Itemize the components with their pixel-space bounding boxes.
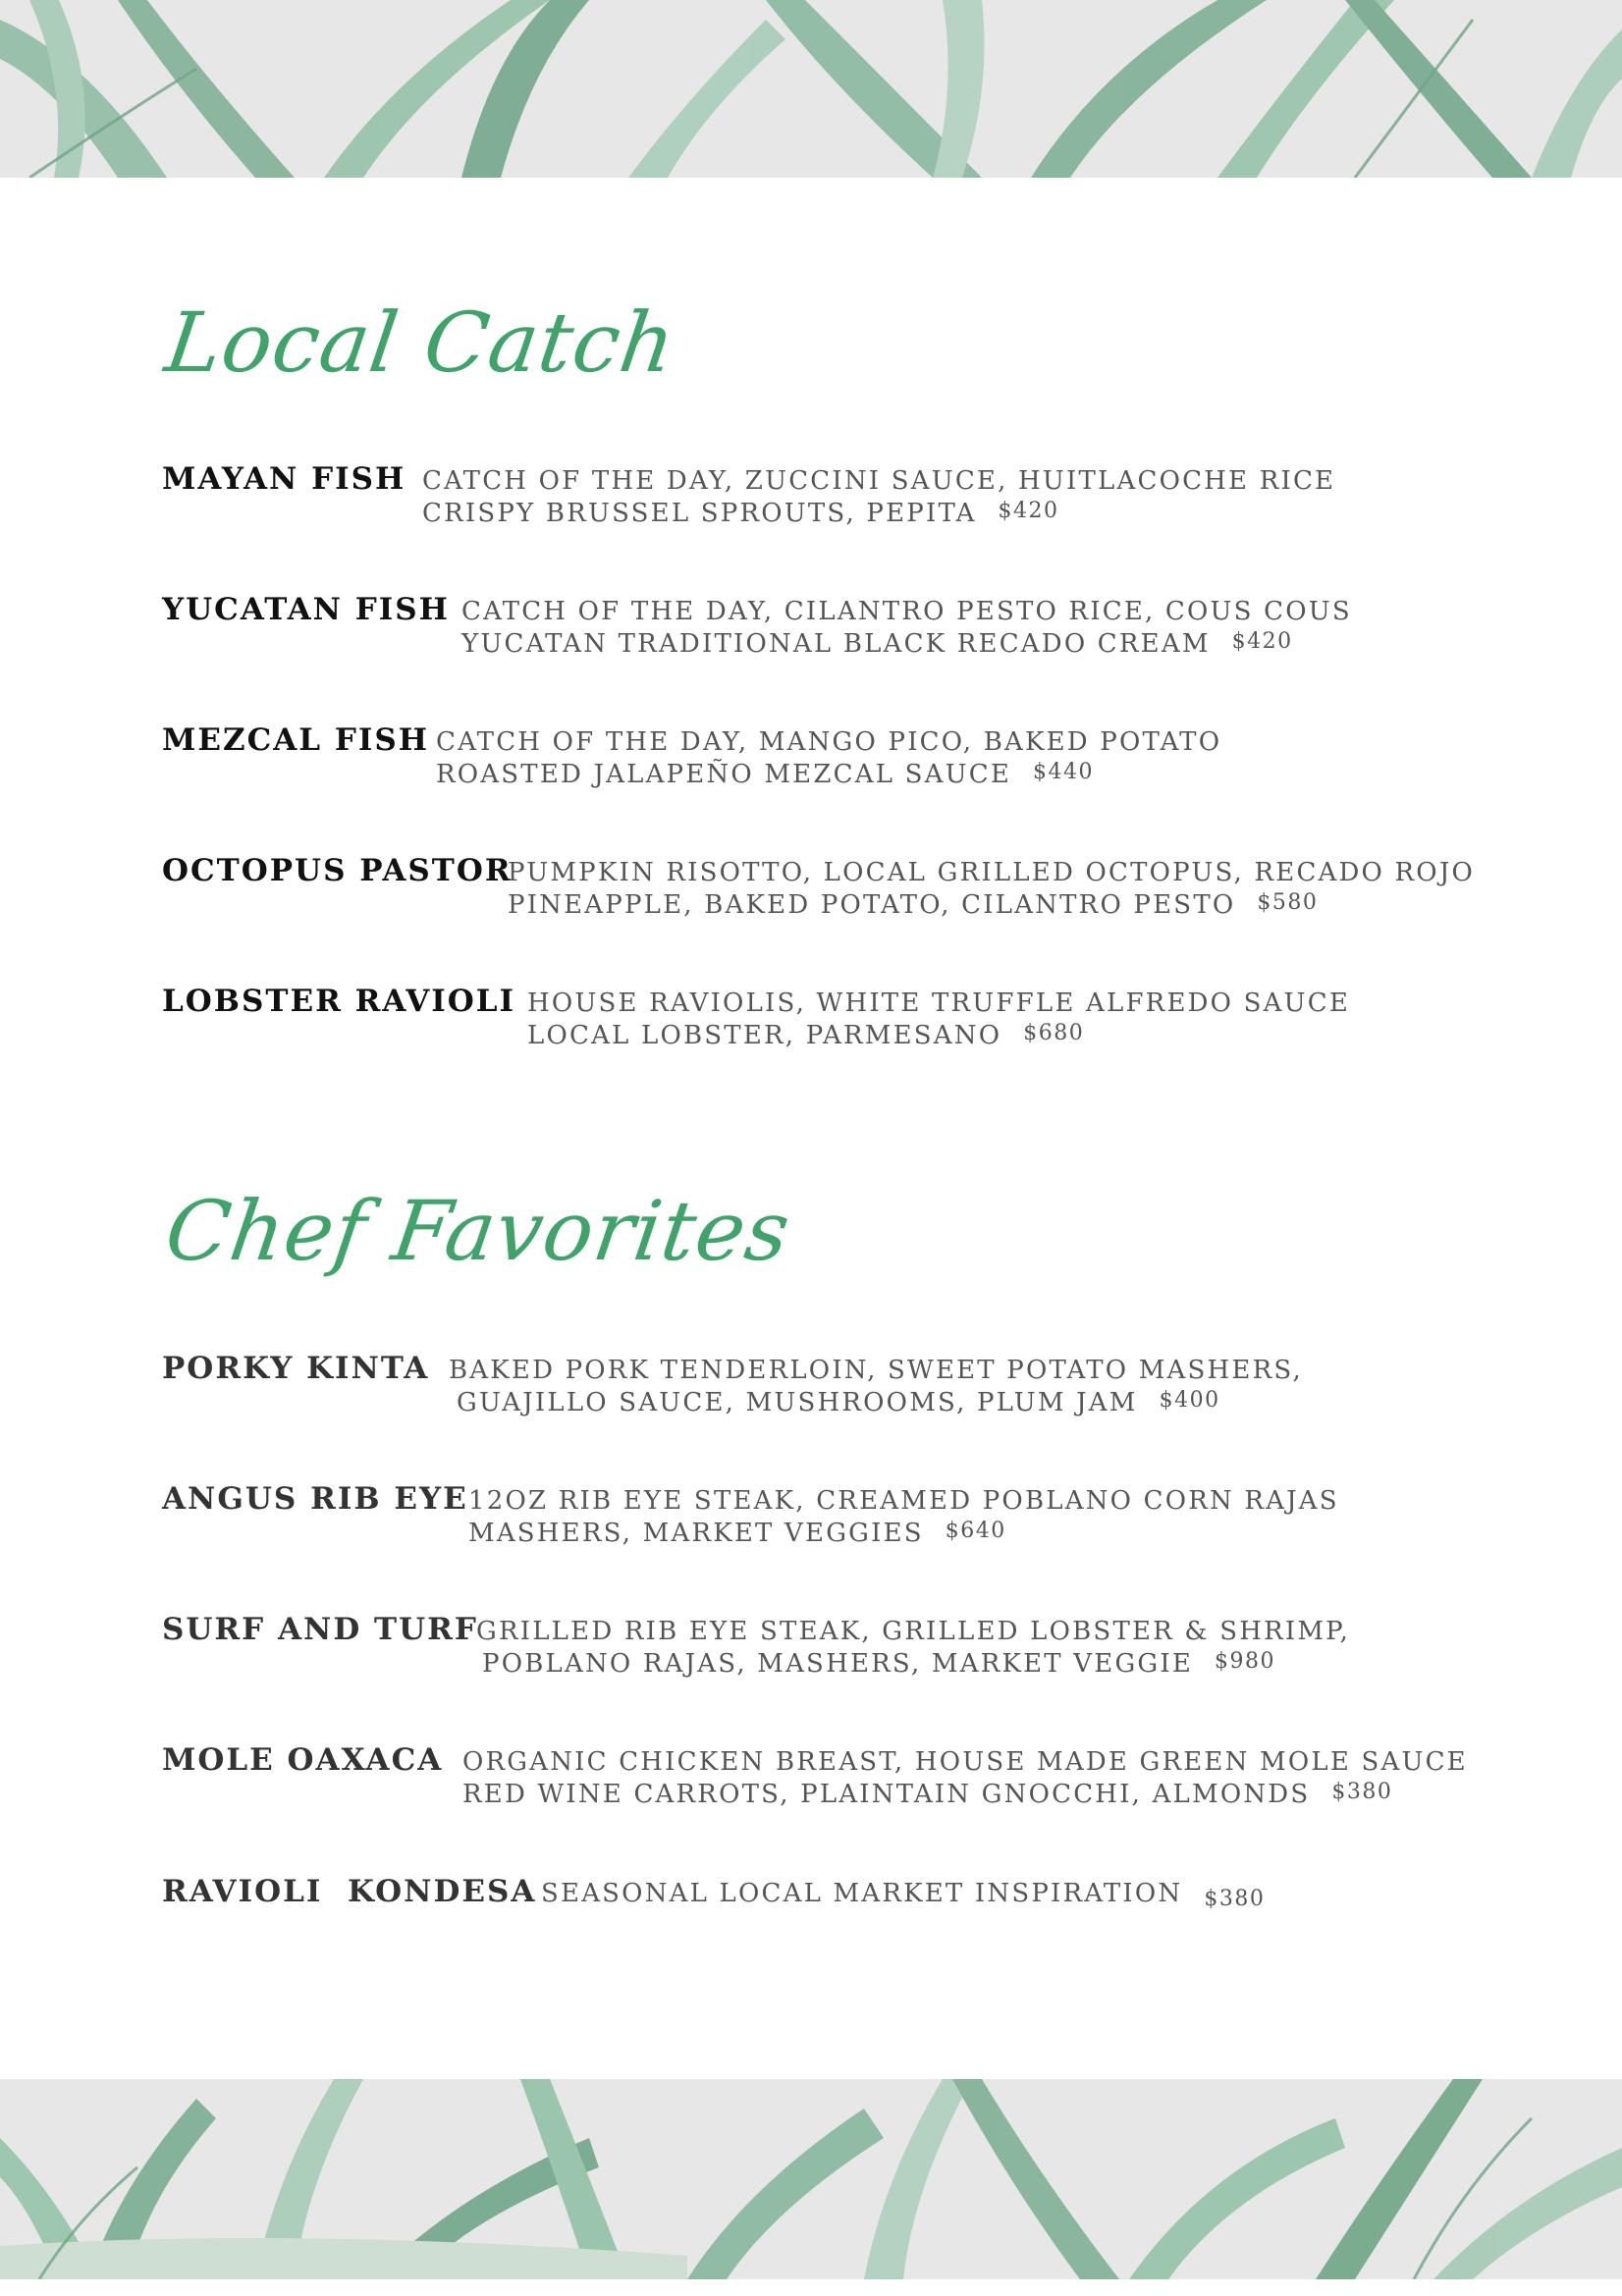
description-line-2: [476, 1648, 1350, 1682]
item-price: $400: [1159, 1388, 1220, 1413]
description-line-1: ORGANIC CHICKEN BREAST, HOUSE MADE GREEN MOLE SAUCE: [462, 1747, 1468, 1777]
description-line-1: 12OZ RIB EYE STEAK, CREAMED POBLANO CORN RAJAS: [468, 1486, 1339, 1516]
item-name: YUCATAN FISH: [162, 592, 450, 627]
item-price: $420: [1231, 629, 1293, 654]
item-name: SURF AND TURF: [162, 1612, 478, 1647]
description-line-2: [527, 1020, 1350, 1053]
description-line-1: CATCH OF THE DAY, CILANTRO PESTO RICE, COUS COUS: [461, 597, 1352, 626]
item-price: $380: [1204, 1887, 1266, 1911]
item-name: MAYAN FISH: [162, 461, 406, 497]
item-price: $580: [1257, 890, 1319, 915]
item-price: $680: [1023, 1021, 1085, 1045]
item-name: MEZCAL FISH: [162, 722, 430, 758]
item-price: $380: [1331, 1780, 1393, 1804]
item-price: $440: [1033, 760, 1094, 784]
item-description: [541, 1878, 1265, 1911]
item-price: $980: [1215, 1649, 1276, 1674]
item-price: $640: [945, 1519, 1006, 1543]
description-line-1: BAKED PORK TENDERLOIN, SWEET POTATO MASHERS,: [449, 1356, 1303, 1385]
section-title-chef-favorites: Chef Favorites: [160, 1183, 796, 1279]
item-description: [508, 857, 1475, 923]
description-line-1: PUMPKIN RISOTTO, LOCAL GRILLED OCTOPUS, RECADO ROJO: [508, 858, 1475, 887]
item-name: PORKY KINTA: [162, 1351, 430, 1386]
description-line-1: HOUSE RAVIOLIS, WHITE TRUFFLE ALFREDO SAUCE: [527, 988, 1351, 1018]
item-name: MOLE OAXACA: [162, 1742, 444, 1778]
description-line-2-text: YUCATAN TRADITIONAL BLACK RECADO CREAM: [461, 629, 1211, 659]
top-leaf-banner: [0, 0, 1622, 178]
description-line-2: [508, 889, 1475, 923]
leaf-pattern-bottom: [0, 2079, 1622, 2279]
description-line-2: [449, 1387, 1303, 1420]
description-line-2: [462, 1779, 1468, 1812]
item-description: [462, 1746, 1468, 1812]
item-price: $420: [998, 499, 1059, 523]
description-line-2-text: PINEAPPLE, BAKED POTATO, CILANTRO PESTO: [508, 890, 1236, 920]
item-description: [527, 988, 1350, 1053]
description-line-2: [468, 1518, 1339, 1551]
item-description: [461, 596, 1352, 662]
description-line-2-text: MASHERS, MARKET VEGGIES: [468, 1519, 924, 1548]
description-line-1: [541, 1878, 1265, 1911]
description-line-2-text: LOCAL LOBSTER, PARMESANO: [527, 1021, 1002, 1050]
item-description: [476, 1616, 1350, 1682]
item-name: LOBSTER RAVIOLI: [162, 984, 516, 1019]
leaf-pattern-top: [0, 0, 1622, 178]
description-line-1: GRILLED RIB EYE STEAK, GRILLED LOBSTER & SHRIMP,: [476, 1617, 1351, 1646]
item-description: [468, 1485, 1339, 1551]
description-line-1: CATCH OF THE DAY, MANGO PICO, BAKED POTATO: [436, 727, 1222, 757]
description-line-2: [436, 759, 1221, 792]
description-line-1: CATCH OF THE DAY, ZUCCINI SAUCE, HUITLACOCHE RICE: [422, 466, 1336, 496]
description-line-1-text: SEASONAL LOCAL MARKET INSPIRATION: [541, 1879, 1183, 1908]
description-line-2-text: RED WINE CARROTS, PLAINTAIN GNOCCHI, ALMONDS: [462, 1780, 1311, 1809]
bottom-leaf-banner: [0, 2079, 1622, 2279]
item-name: RAVIOLI KONDESA: [162, 1874, 537, 1909]
item-name: OCTOPUS PASTOR: [162, 853, 513, 888]
item-description: [449, 1355, 1303, 1420]
item-description: [436, 726, 1221, 792]
section-title-local-catch: Local Catch: [160, 294, 682, 391]
description-line-2-text: GUAJILLO SAUCE, MUSHROOMS, PLUM JAM: [457, 1388, 1138, 1417]
description-line-2-text: POBLANO RAJAS, MASHERS, MARKET VEGGIE: [482, 1649, 1194, 1679]
item-description: [422, 465, 1335, 531]
description-line-2-text: ROASTED JALAPEÑO MEZCAL SAUCE: [436, 760, 1011, 789]
description-line-2: [422, 498, 1335, 531]
description-line-2: [461, 628, 1352, 662]
description-line-2-text: CRISPY BRUSSEL SPROUTS, PEPITA: [422, 499, 977, 528]
item-name: ANGUS RIB EYE: [162, 1481, 468, 1517]
